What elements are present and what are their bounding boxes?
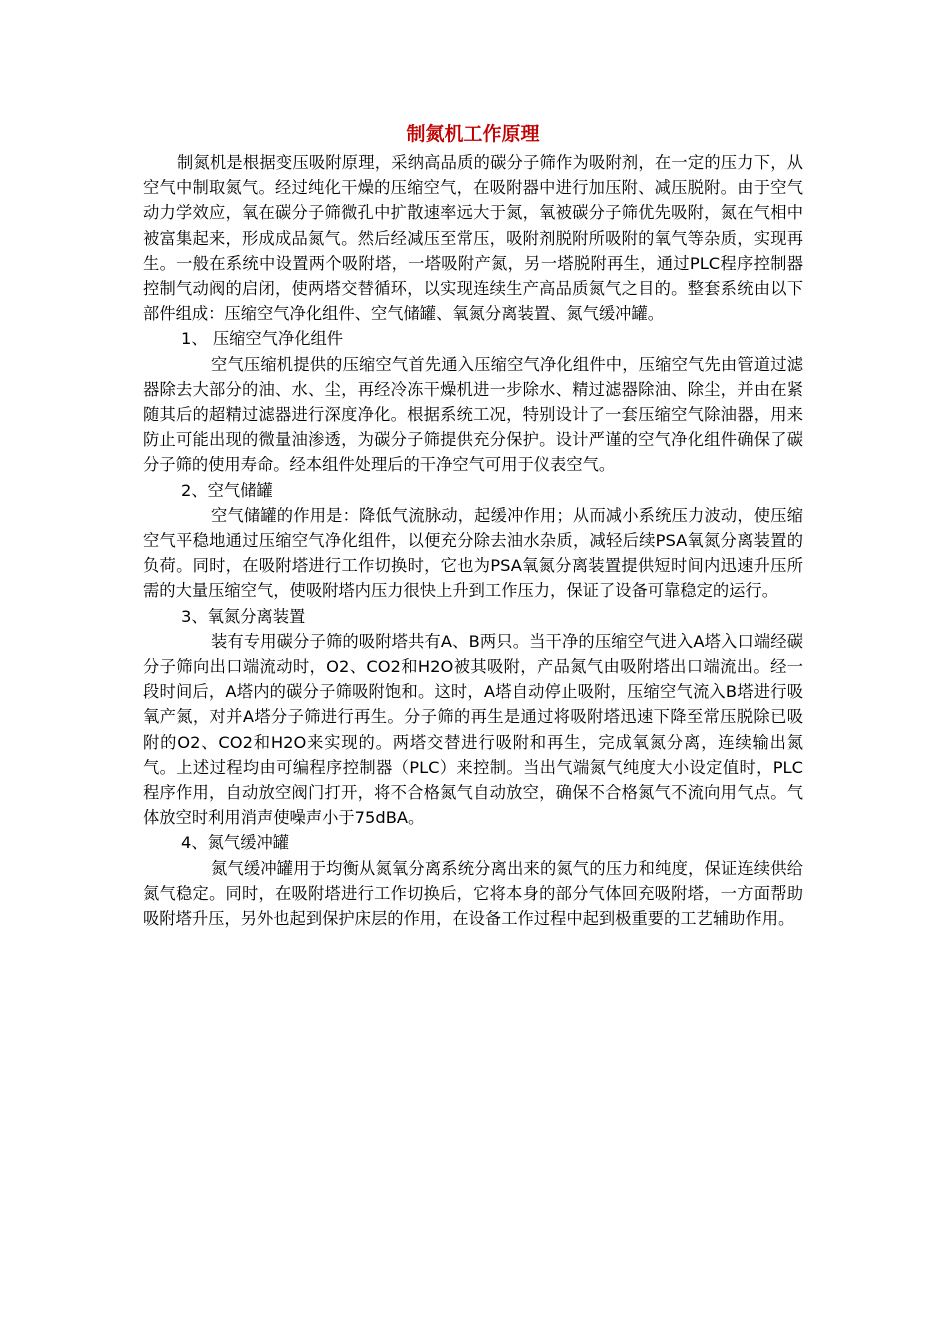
document-page — [143, 118, 803, 931]
section-heading-2: 2、空气储罐 — [181, 480, 273, 500]
section-heading-3: 3、氧氮分离装置 — [181, 606, 306, 626]
document-title: 制氮机工作原理 — [406, 123, 540, 145]
section-body-1: 空气压缩机提供的压缩空气首先通入压缩空气净化组件中，压缩空气先由管道过滤器除去大部分的油、水、尘，再经冷冻干燥机进一步除水、精过滤器除油、除尘，并由在紧随其后的超精过滤器进行深度净化。根据系统工况，特别设计了一套压缩空气除油器，用来防止可能出现的微量油渗透，为碳分子筛提供充分保护。设计严谨的空气净化组件确保了碳分子筛的使用寿命。经本组件处理后的干净空气可用于仪表空气。 — [143, 354, 803, 475]
section-heading-4: 4、氮气缓冲罐 — [181, 833, 290, 853]
intro-paragraph: 制氮机是根据变压吸附原理，采纳高品质的碳分子筛作为吸附剂，在一定的压力下，从空气中制取氮气。经过纯化干燥的压缩空气，在吸附器中进行加压附、减压脱附。由于空气动力学效应，氧在碳分子筛微孔中扩散速率远大于氮，氧被碳分子筛优先吸附，氮在气相中被富集起来，形成成品氮气。然后经减压至常压，吸附剂脱附所吸附的氧气等杂质，实现再生。一般在系统中设置两个吸附塔，一塔吸附产氮，另一塔脱附再生，通过PLC程序控制器控制气动阀的启闭，使两塔交替循环，以实现连续生产高品质氮气之目的。整套系统由以下部件组成：压缩空气净化组件、空气储罐、氧氮分离装置、氮气缓冲罐。 — [143, 153, 803, 324]
section-body-3: 装有专用碳分子筛的吸附塔共有A、B两只。当干净的压缩空气进入A塔入口端经碳分子筛向出口端流动时，O2、CO2和H2O被其吸附，产品氮气由吸附塔出口端流出。经一段时间后，A塔内的碳分子筛吸附饱和。这时，A塔自动停止吸附，压缩空气流入B塔进行吸氧产氮，对并A塔分子筛进行再生。分子筛的再生是通过将吸附塔迅速下降至常压脱除已吸附的O2、CO2和H2O来实现的。两塔交替进行吸附和再生，完成氧氮分离，连续输出氮气。上述过程均由可编程序控制器（PLC）来控制。当出气端氮气纯度大小设定值时，PLC程序作用，自动放空阀门打开，将不合格氮气自动放空，确保不合格氮气不流向用气点。气体放空时利用消声使噪声小于75dBA。 — [143, 631, 803, 828]
section-heading-1: 1、 压缩空气净化组件 — [181, 329, 344, 349]
section-body-2: 空气储罐的作用是：降低气流脉动，起缓冲作用；从而减小系统压力波动，使压缩空气平稳地通过压缩空气净化组件，以便充分除去油水杂质，减轻后续PSA氧氮分离装置的负荷。同时，在吸附塔进行工作切换时，它也为PSA氧氮分离装置提供短时间内迅速升压所需的大量压缩空气，使吸附塔内压力很快上升到工作压力，保证了设备可靠稳定的运行。 — [143, 505, 803, 601]
section-body-4: 氮气缓冲罐用于均衡从氮氧分离系统分离出来的氮气的压力和纯度，保证连续供给氮气稳定。同时，在吸附塔进行工作切换后，它将本身的部分气体回充吸附塔，一方面帮助吸附塔升压，另外也起到保护床层的作用，在设备工作过程中起到极重要的工艺辅助作用。 — [143, 858, 803, 929]
